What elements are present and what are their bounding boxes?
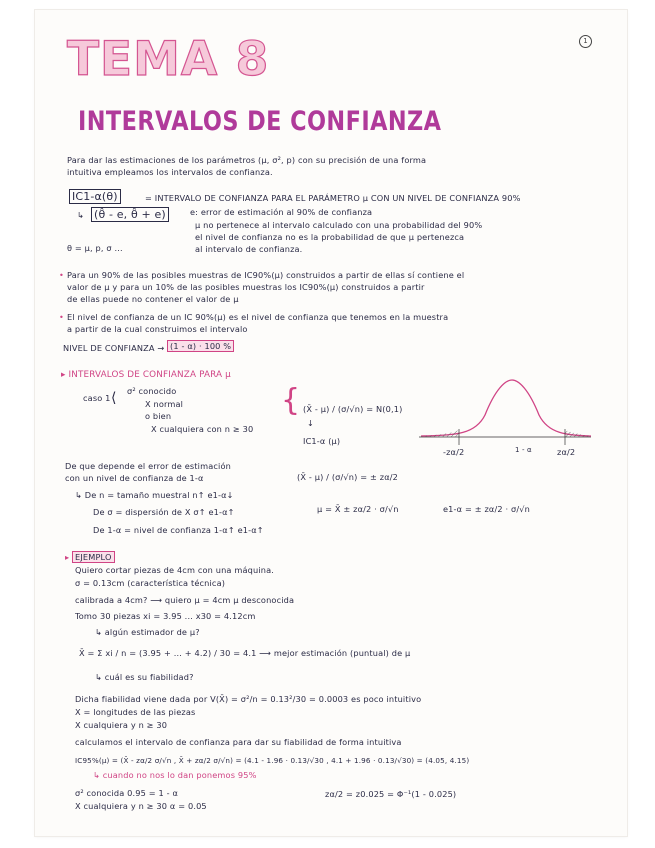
error-line-1: De que depende el error de estimación — [65, 461, 231, 471]
section-brace: { — [281, 383, 301, 418]
ejemplo-line-5: ↳ algún estimador de μ? — [95, 627, 200, 637]
ejemplo-line-1: Quiero cortar piezas de 4cm con una máquina. — [75, 565, 274, 575]
ejemplo-line-3: calibrada a 4cm? ⟶ quiero μ = 4cm μ desconocida — [75, 595, 295, 605]
curve-label-mid: 1 - α — [515, 446, 532, 454]
ejemplo-line-4: Tomo 30 piezas xi = 3.95 ... x30 = 4.12cm — [75, 611, 256, 621]
z-formula: (X̄ - μ) / (σ/√n) = N(0,1) — [303, 404, 403, 414]
dependency-2: De σ = dispersión de X σ↑ e1-α↑ — [93, 507, 235, 517]
curve-label-right: zα/2 — [557, 447, 576, 457]
section-intervals-heading: ▸ INTERVALOS DE CONFIANZA PARA μ — [61, 370, 231, 380]
caso-item-3: o bien — [145, 411, 172, 421]
z-arrow: ↓ — [307, 418, 315, 428]
ejemplo-line-8: Dicha fiabilidad viene dada por V(X̄) = σ²/n = 0.13²/30 = 0.0003 es poco intuitivo — [75, 694, 422, 704]
ic-label-mid: IC1-α (μ) — [303, 436, 341, 446]
ic-symbol-box: IC1-α(θ) — [69, 189, 121, 204]
frac-formula: (X̄ - μ) / (σ/√n) = ± zα/2 — [297, 472, 399, 482]
ejemplo-line-16: zα/2 = z0.025 = Φ⁻¹(1 - 0.025) — [325, 789, 457, 799]
dependency-3: De 1-α = nivel de confianza 1-α↑ e1-α↑ — [93, 525, 264, 535]
bullet-1-line-1: Para un 90% de las posibles muestras de IC90%(μ) construidos a partir de ellas sí contiene el — [67, 270, 465, 280]
mu-formula: μ = X̄ ± zα/2 · σ/√n — [317, 504, 399, 514]
ejemplo-heading: ▸ EJEMPLO — [65, 552, 115, 562]
ejemplo-line-7: ↳ cuál es su fiabilidad? — [95, 672, 194, 682]
bullet-2-line-2: a partir de la cual construimos el intervalo — [67, 324, 248, 334]
bullet-1-line-2: valor de μ y para un 10% de las posibles muestras los IC90%(μ) construidos a partir — [67, 282, 425, 292]
bullet-dot-2: • — [59, 312, 64, 322]
caso-item-2: X normal — [145, 399, 184, 409]
ic-arrow: ↳ — [77, 210, 85, 220]
page-title: TEMA 8 — [67, 32, 270, 87]
ic-note-3: al intervalo de confianza. — [195, 244, 303, 254]
ic-note-2: el nivel de confianza no es la probabilidad de que μ pertenezca — [195, 232, 465, 242]
ic-symbol — [69, 190, 121, 203]
bullet-2-line-1: El nivel de confianza de un IC 90%(μ) es el nivel de confianza que tenemos en la muestra — [67, 312, 449, 322]
ejemplo-line-10: X cualquiera y n ≥ 30 — [75, 720, 168, 730]
e-formula: e1-α = ± zα/2 · σ/√n — [443, 504, 530, 514]
ic-interval — [91, 208, 169, 221]
ejemplo-line-12: IC95%(μ) = (X̄ - zα/2 σ/√n , X̄ + zα/2 σ/√n) = (4.1 - 1.96 · 0.13/√30 , 4.1 + 1.96 · 0.13/√30) = (4.05, 4.15) — [75, 756, 470, 765]
page-number: 1 — [579, 35, 592, 48]
curve-left-tail — [421, 430, 459, 437]
ejemplo-line-15: X cualquiera y n ≥ 30 α = 0.05 — [75, 801, 207, 811]
caso-item-4: X cualquiera con n ≥ 30 — [151, 424, 254, 434]
ic-note-1: μ no pertenece al intervalo calculado con una probabilidad del 90% — [195, 220, 483, 230]
ejemplo-line-2: σ = 0.13cm (característica técnica) — [75, 578, 226, 588]
ejemplo-line-6: X̄ = Σ xi / n = (3.95 + ... + 4.2) / 30 = 4.1 ⟶ mejor estimación (puntual) de μ — [79, 648, 411, 658]
theta-line: θ = μ, p, σ ... — [67, 243, 123, 253]
caso-label: caso 1 — [83, 393, 111, 403]
curve-label-left: -zα/2 — [443, 447, 465, 457]
bullet-dot-1: • — [59, 270, 64, 280]
nivel-formula: (1 - α) · 100 % — [167, 340, 234, 352]
ic-definition: = INTERVALO DE CONFIANZA PARA EL PARÁMETRO μ CON UN NIVEL DE CONFIANZA 90% — [145, 193, 521, 203]
bullet-1-line-3: de ellas puede no contener el valor de μ — [67, 294, 239, 304]
caso-brace: ⟨ — [111, 390, 117, 406]
ejemplo-line-9: X = longitudes de las piezas — [75, 707, 196, 717]
intro-line-1: Para dar las estimaciones de los parámetros (μ, σ², p) con su precisión de una forma — [67, 155, 427, 165]
ic-error-def: e: error de estimación al 90% de confianza — [190, 207, 373, 217]
caso-item-1: σ² conocido — [127, 386, 177, 396]
ejemplo-line-13: ↳ cuando no nos lo dan ponemos 95% — [93, 770, 257, 780]
ic-interval-box: (θ̂ - e, θ̂ + e) — [91, 207, 169, 222]
notes-page — [35, 10, 627, 836]
normal-curve-graph — [415, 375, 595, 455]
nivel-formula-wrap — [167, 341, 234, 351]
ejemplo-line-14: σ² conocida 0.95 = 1 - α — [75, 788, 179, 798]
page-subtitle: INTERVALOS DE CONFIANZA — [78, 106, 442, 137]
intro-line-2: intuitiva empleamos los intervalos de confianza. — [67, 167, 273, 177]
curve-line — [421, 380, 591, 436]
ejemplo-label: EJEMPLO — [72, 551, 115, 563]
curve-right-tail — [565, 430, 591, 437]
nivel-label: NIVEL DE CONFIANZA → — [63, 343, 165, 353]
ejemplo-line-11: calculamos el intervalo de confianza para dar su fiabilidad de forma intuitiva — [75, 737, 402, 747]
error-line-2: con un nivel de confianza de 1-α — [65, 473, 204, 483]
dependency-1: ↳ De n = tamaño muestral n↑ e1-α↓ — [75, 490, 234, 500]
